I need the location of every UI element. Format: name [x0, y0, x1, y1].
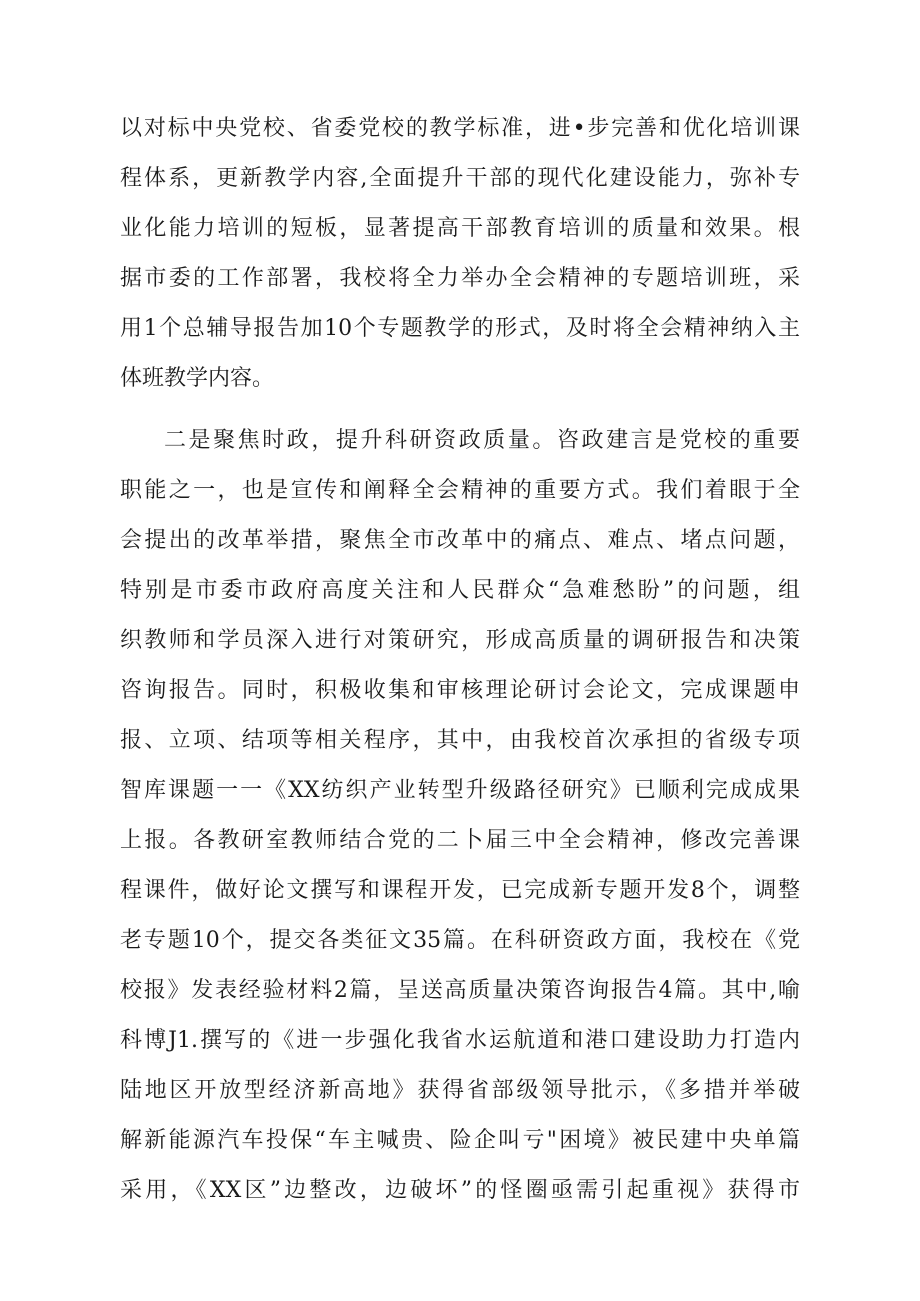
text-line: 智库课题一一《XX纺织产业转型升级路径研究》已顺利完成成果	[120, 778, 800, 803]
text-line: 采用，《XX区”边整改，边破坏”的怪圈亟需引起重视》获得市	[120, 1178, 800, 1203]
text-line: 用1个总辅导报告加10个专题教学的形式，及时将全会精神纳入主	[120, 316, 800, 341]
text-line: 校报》发表经验材料2篇，呈送高质量决策咨询报告4篇。其中,喻	[120, 978, 800, 1003]
text-line: 陆地区开放型经济新高地》获得省部级领导批示，《多措并举破	[120, 1078, 800, 1103]
text-line: 老专题10个，提交各类征文35篇。在科研资政方面，我校在《党	[120, 928, 800, 953]
body-text	[120, 104, 800, 1216]
text-line: 程课件，做好论文撰写和课程开发，已完成新专题开发8个，调整	[120, 878, 800, 903]
text-line: 会提出的改革举措，聚焦全市改革中的痛点、难点、堵点问题，	[120, 528, 800, 553]
text-line: 二是聚焦时政，提升科研资政质量。咨政建言是党校的重要	[164, 428, 800, 453]
text-line: 织教师和学员深入进行对策研究，形成高质量的调研报告和决策	[120, 628, 800, 653]
text-line: 体班教学内容。	[120, 366, 275, 391]
text-line: 解新能源汽车投保“车主喊贵、险企叫亏"困境》被民建中央单篇	[120, 1128, 800, 1153]
paragraph-spacer	[120, 404, 800, 416]
paragraph-1	[120, 104, 800, 404]
text-line: 业化能力培训的短板，显著提高干部教育培训的质量和效果。根	[120, 216, 800, 241]
text-line: 职能之一，也是宣传和阐释全会精神的重要方式。我们着眼于全	[120, 478, 800, 503]
text-line: 以对标中央党校、省委党校的教学标准，进•步完善和优化培训课	[120, 116, 800, 141]
text-line: 报、立项、结项等相关程序，其中，由我校首次承担的省级专项	[120, 728, 800, 753]
text-line: 上报。各教研室教师结合党的二卜届三中全会精神，修改完善课	[120, 828, 800, 853]
text-line: 据市委的工作部署，我校将全力举办全会精神的专题培训班，采	[120, 266, 800, 291]
paragraph-2	[120, 416, 800, 1216]
text-line: 程体系，更新教学内容,全面提升干部的现代化建设能力，弥补专	[120, 166, 800, 191]
text-line: 咨询报告。同时，积极收集和审核理论研讨会论文，完成课题申	[120, 678, 800, 703]
text-line: 科博J1.撰写的《进一步强化我省水运航道和港口建设助力打造内	[120, 1028, 800, 1053]
text-line: 特别是市委市政府高度关注和人民群众“急难愁盼”的问题，组	[120, 578, 800, 603]
